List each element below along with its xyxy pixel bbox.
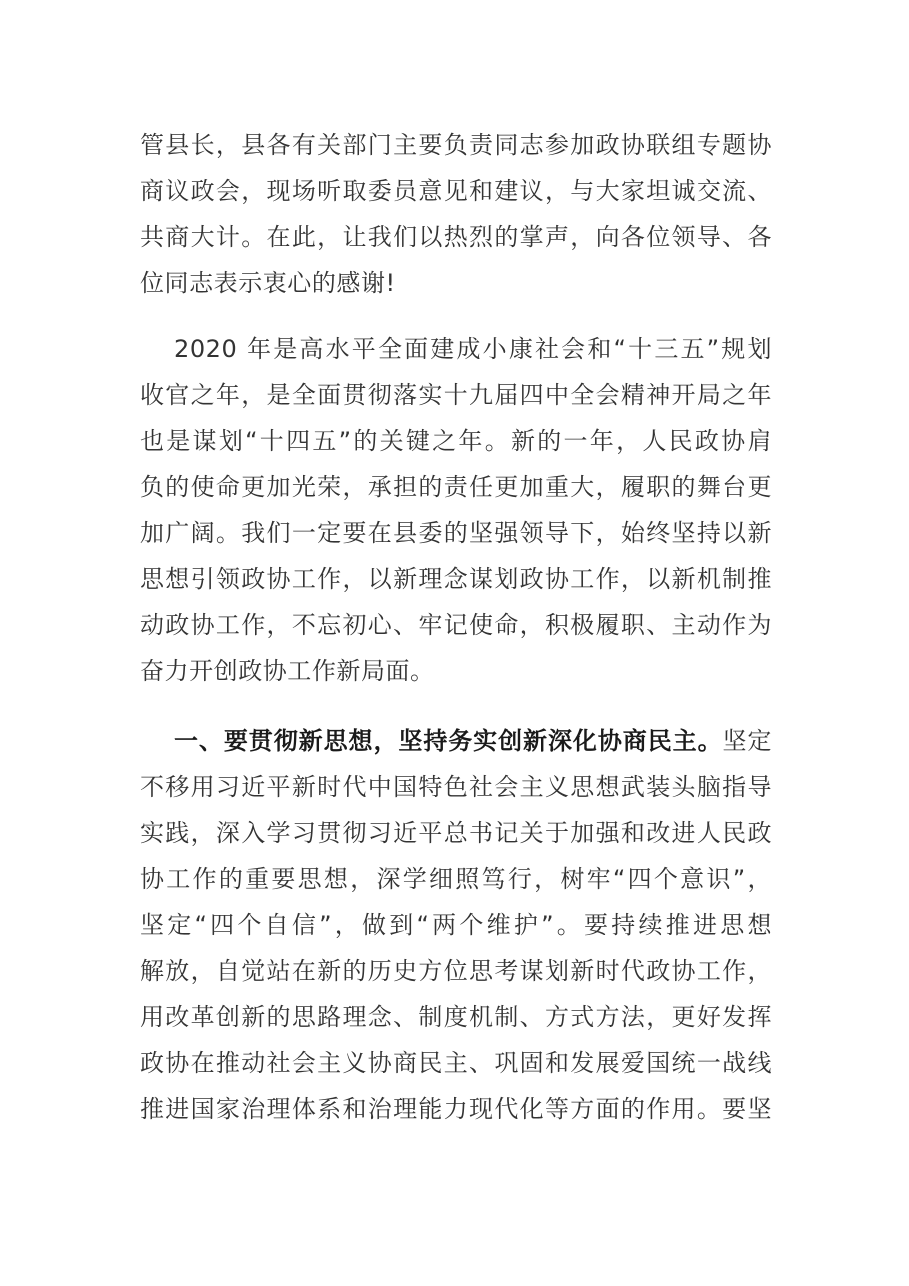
section-heading: 一、要贯彻新思想，坚持务实创新深化协商民主。: [174, 727, 723, 755]
paragraph-line: 共商大计。在此，让我们以热烈的掌声，向各位领导、各: [140, 223, 772, 251]
paragraph-line: 思想引领政协工作，以新理念谋划政协工作，以新机制推: [140, 565, 772, 593]
paragraph-line: 位同志表示衷心的感谢!: [140, 269, 396, 297]
paragraph-line: 商议政会，现场听取委员意见和建议，与大家坦诚交流、: [140, 177, 772, 205]
paragraph-line: 实践，深入学习贯彻习近平总书记关于加强和改进人民政: [140, 819, 772, 847]
paragraph-line: 奋力开创政协工作新局面。: [140, 657, 435, 685]
paragraph-line-rest: 坚定: [722, 727, 772, 755]
paragraph-line: 也是谋划“十四五”的关键之年。新的一年，人民政协肩: [140, 427, 772, 455]
paragraph-line: 推进国家治理体系和治理能力现代化等方面的作用。要坚: [140, 1095, 772, 1123]
paragraph-line: 管县长，县各有关部门主要负责同志参加政协联组专题协: [140, 131, 772, 159]
paragraph-line: 动政协工作，不忘初心、牢记使命，积极履职、主动作为: [140, 611, 772, 639]
paragraph-line: 协工作的重要思想，深学细照笃行，树牢“四个意识”，: [140, 865, 772, 893]
paragraph-line: 收官之年，是全面贯彻落实十九届四中全会精神开局之年: [140, 381, 772, 409]
paragraph-line: 2020 年是高水平全面建成小康社会和“十三五”规划: [174, 335, 772, 363]
paragraph-line: 负的使命更加光荣，承担的责任更加重大，履职的舞台更: [140, 473, 772, 501]
paragraph-line: 政协在推动社会主义协商民主、巩固和发展爱国统一战线: [140, 1049, 772, 1077]
paragraph-first-line: [140, 718, 772, 764]
paragraph-line: 用改革创新的思路理念、制度机制、方式方法，更好发挥: [140, 1003, 772, 1031]
paragraph-line: 加广阔。我们一定要在县委的坚强领导下，始终坚持以新: [140, 519, 772, 547]
paragraph-line: 不移用习近平新时代中国特色社会主义思想武装头脑指导: [140, 773, 772, 801]
paragraph-line: 坚定“四个自信”，做到“两个维护”。要持续推进思想: [140, 911, 772, 939]
paragraph-line: 解放，自觉站在新的历史方位思考谋划新时代政协工作，: [140, 957, 772, 985]
